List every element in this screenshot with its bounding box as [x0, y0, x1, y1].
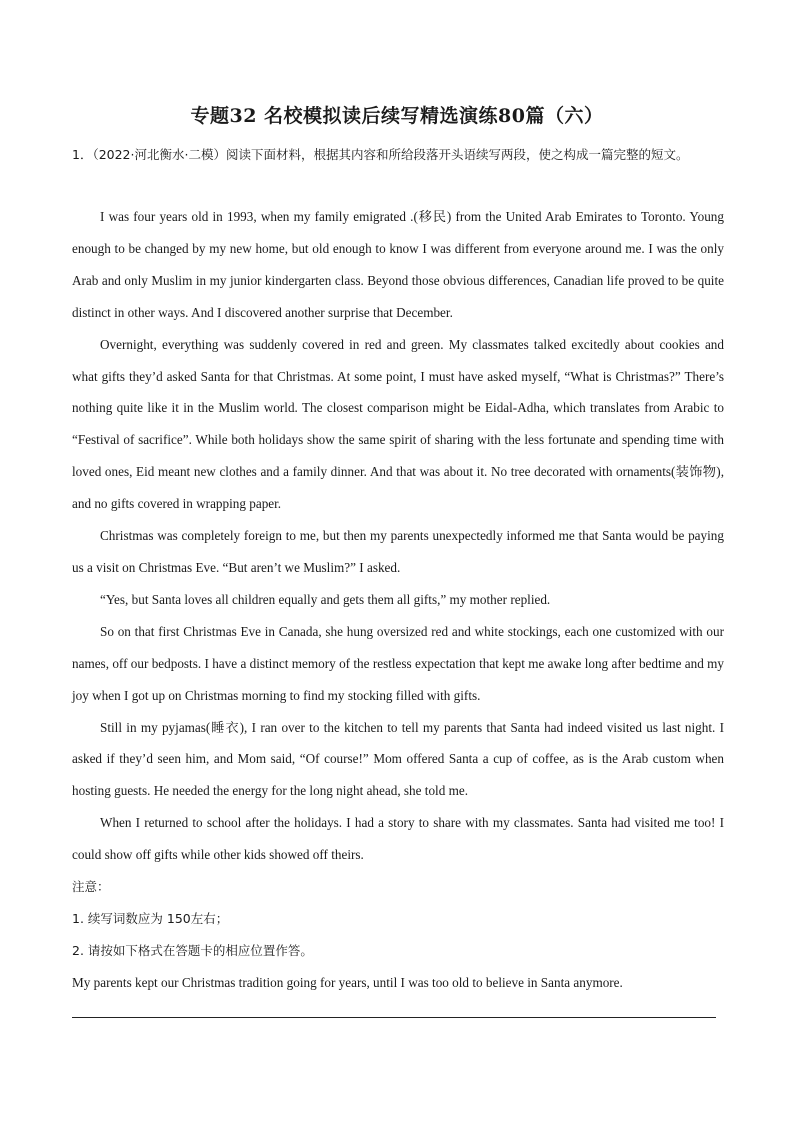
passage-paragraph-7: When I returned to school after the holidays. I had a story to share with my classmates. Santa had visited me too! I could show off gifts while other kids showed off theirs. [72, 815, 724, 863]
passage-paragraph-4: “Yes, but Santa loves all children equally and gets them all gifts,” my mother replied. [100, 591, 551, 607]
passage-paragraph-2: Overnight, everything was suddenly covered in red and green. My classmates talked excitedly about cookies and what gifts they’d asked Santa for that Christmas. At some point, I must have asked myself, “What is Christmas?” There’s nothing quite like it in the Muslim world. The closest comparison might be Eidal-Adha, which translates from Arabic to “Festival of sacrifice”. While both holidays show the same spirit of sharing with the less fortunate and spending time with loved ones, Eid meant new clothes and a family dinner. And that was about it. No tree decorated with ornaments(装饰物), and no gifts covered in wrapping paper. [72, 336, 724, 512]
question-number: 1． [72, 147, 93, 162]
question-source: （2022·河北衡水·二模） [92, 147, 226, 162]
page-title: 专题32 名校模拟读后续写精选演练80篇（六） [190, 105, 604, 127]
continuation-opening: My parents kept our Christmas tradition going for years, until I was too old to believe in Santa anymore. [72, 974, 623, 990]
passage-paragraph-6: Still in my pyjamas(睡衣), I ran over to the kitchen to tell my parents that Santa had indeed visited us last night. I asked if they’d seen him, and Mom said, “Of course!” Mom offered Santa a cup of coffee, as is the Arab custom when hosting guests. He needed the energy for the long night ahead, she told me. [72, 719, 724, 799]
passage-paragraph-3: Christmas was completely foreign to me, but then my parents unexpectedly informed me that Santa would be paying us a visit on Christmas Eve. “But aren’t we Muslim?” I asked. [72, 528, 724, 575]
notes-item-2: 2. 请按如下格式在答题卡的相应位置作答。 [72, 942, 313, 958]
notes-item-1: 1. 续写词数应为 150左右； [72, 910, 229, 926]
question-text [72, 139, 724, 171]
reading-passage [72, 201, 724, 871]
passage-paragraph-5: So on that first Christmas Eve in Canada, she hung oversized red and white stockings, each one customized with our names, off our bedposts. I have a distinct memory of the restless expectation that kept me awake long after bedtime and my joy when I got up on Christmas morning to find my stocking filled with gifts. [72, 623, 724, 703]
notes-section [72, 871, 724, 999]
question-instruction [72, 139, 724, 171]
answer-line [72, 1017, 716, 1018]
passage-paragraph-1: I was four years old in 1993, when my family emigrated .(移民) from the United Arab Emirates to Toronto. Young enough to be changed by my new home, but old enough to know I was different from everyone around me. I was the only Arab and only Muslim in my junior kindergarten class. Beyond those obvious differences, Canadian life proved to be quite distinct in other ways. And I discovered another surprise that December. [72, 209, 724, 320]
notes-heading: 注意： [72, 879, 110, 894]
question-instruction-text: 阅读下面材料，根据其内容和所给段落开头语续写两段，使之构成一篇完整的短文。 [225, 147, 689, 162]
